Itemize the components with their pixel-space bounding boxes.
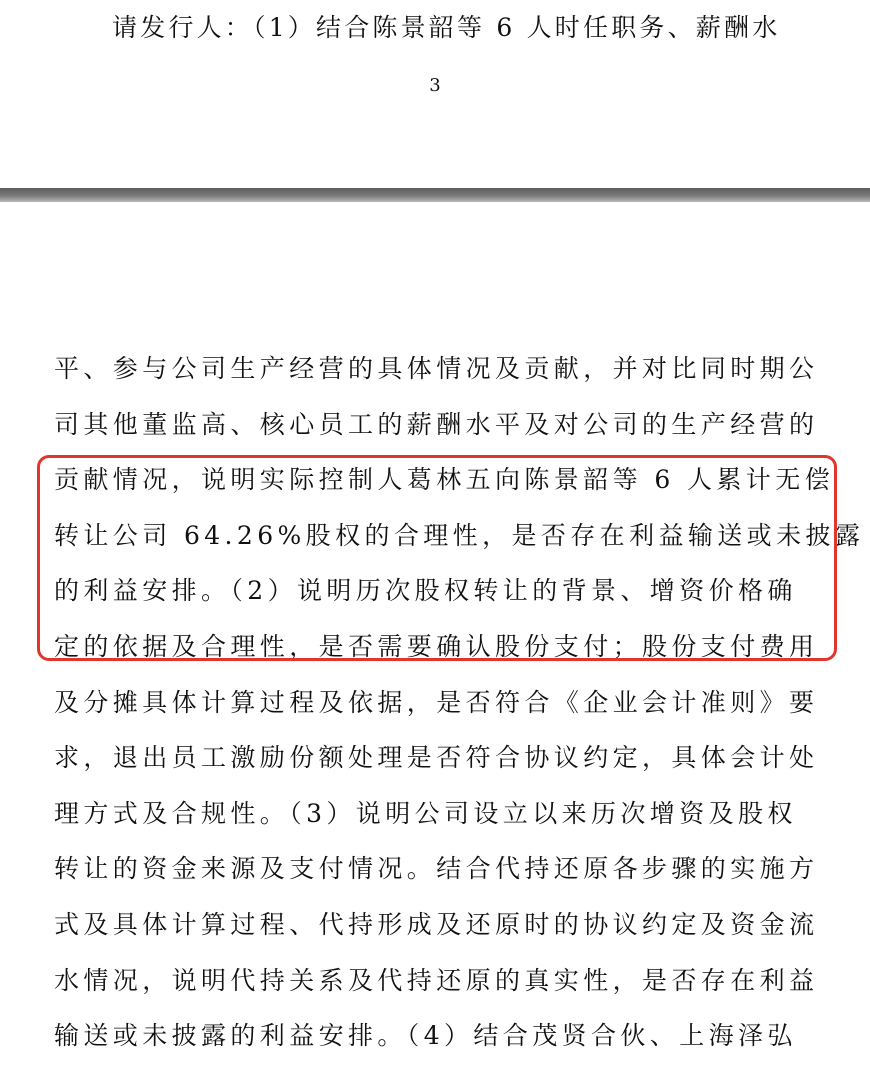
- text-line: 平、参与公司生产经营的具体情况及贡献，并对比同时期公: [54, 354, 819, 383]
- text-line: 水情况，说明代持关系及代持还原的真实性，是否存在利益: [54, 965, 819, 995]
- text-line: 求，退出员工激励份额处理是否符合协议约定，具体会计处: [54, 743, 819, 773]
- text-line: 定的依据及合理性，是否需要确认股份支付；股份支付费用: [54, 631, 819, 661]
- text-line: 式及具体计算过程、代持形成及还原时的协议约定及资金流: [54, 909, 819, 939]
- text-line: 转让的资金来源及支付情况。结合代持还原各步骤的实施方: [54, 854, 819, 884]
- text-line: 转让公司 64.26%股权的合理性，是否存在利益输送或未披露: [54, 520, 865, 550]
- previous-page-section: [0, 0, 870, 188]
- text-line: 理方式及合规性。（3）说明公司设立以来历次增资及股权: [54, 798, 797, 828]
- page-number: 3: [429, 75, 441, 96]
- previous-page-last-line: 请发行人：（1）结合陈景韶等 6 人时任职务、薪酬水: [112, 13, 781, 42]
- text-line: 及分摊具体计算过程及依据，是否符合《企业会计准则》要: [54, 687, 819, 717]
- text-line: 的利益安排。（2）说明历次股权转让的背景、增资价格确: [54, 576, 797, 606]
- document-body: [54, 345, 865, 1068]
- text-line: 司其他董监高、核心员工的薪酬水平及对公司的生产经营的: [54, 409, 819, 439]
- text-line: 输送或未披露的利益安排。（4）结合茂贤合伙、上海泽弘: [54, 1021, 797, 1051]
- text-line: 贡献情况，说明实际控制人葛林五向陈景韶等 6 人累计无偿: [54, 465, 835, 495]
- page-divider: [0, 188, 870, 202]
- highlight-annotation-box: [37, 455, 865, 661]
